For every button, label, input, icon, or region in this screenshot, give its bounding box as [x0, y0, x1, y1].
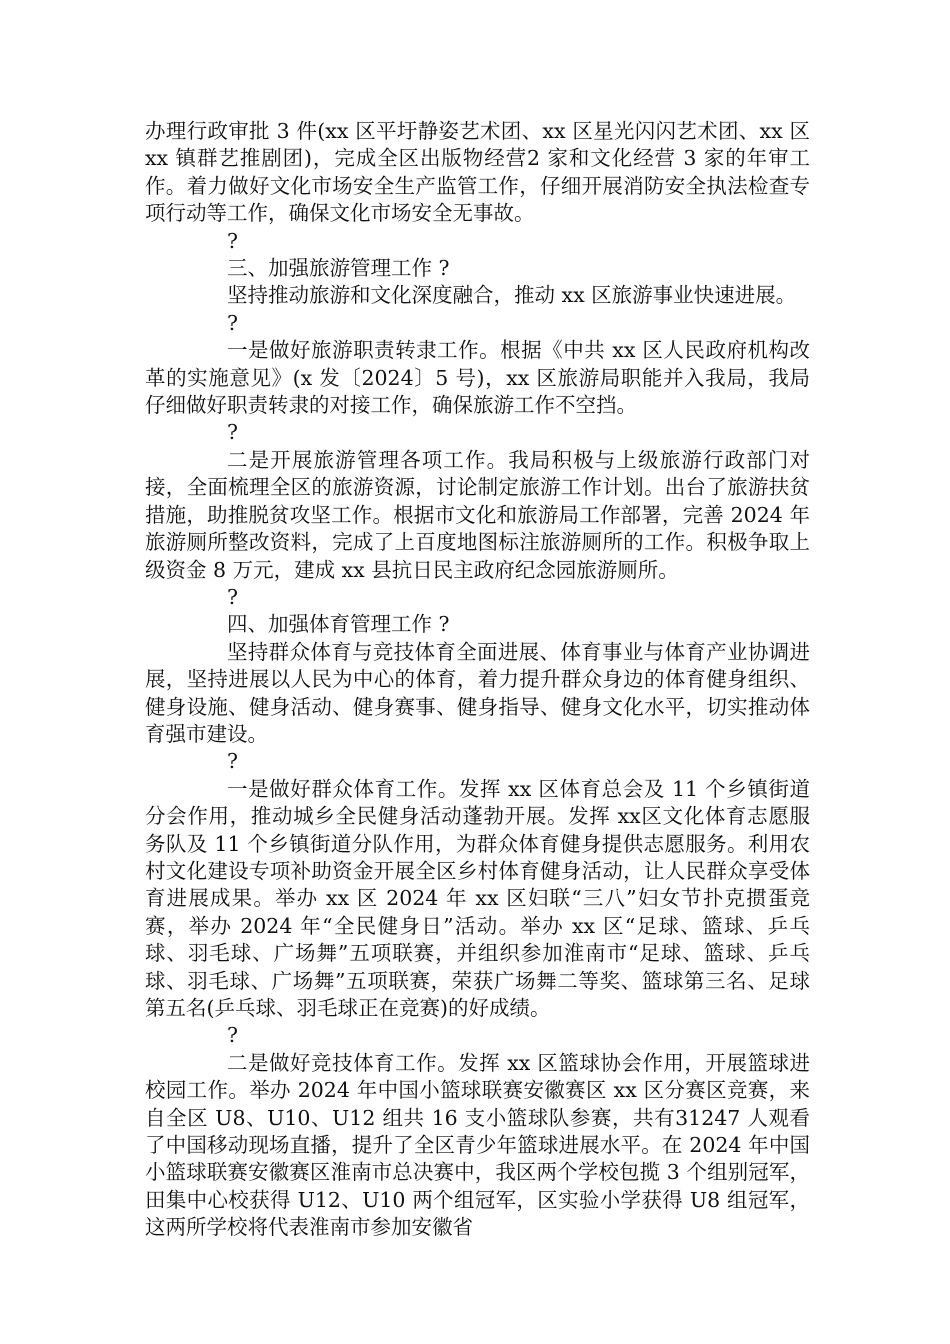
placeholder-mark: ? [227, 1023, 238, 1048]
placeholder-mark: ? [227, 310, 238, 335]
paragraph-sports-intro: 坚持群众体育与竞技体育全面进展、体育事业与体育产业协调进展，坚持进展以人民为中心的体育，着力提升群众身边的体育健身组织、健身设施、健身活动、健身赛事、健身指导、健身文化水平，切实推动体育强市建设。 [145, 639, 810, 746]
paragraph-competitive-sports: 二是做好竞技体育工作。发挥 xx 区篮球协会作用，开展篮球进校园工作。举办 2024 年中国小篮球联赛安徽赛区 xx 区分赛区竞赛，来自全区 U8、U10、U12 组共 16 支小篮球队参赛，共有31247 人观看了中国移动现场直播，提升了全区青少年篮球进展水平。在 2024 年中国小篮球联赛安徽赛区淮南市总决赛中，我区两个学校包揽 3 个组别冠军，田集中心校获得 U12、U10 两个组冠军，区实验小学获得 U8 组冠军，这两所学校将代表淮南市参加安徽省 [145, 1050, 810, 1240]
section-heading-tourism: 三、加强旅游管理工作 ? [227, 256, 450, 281]
placeholder-mark: ? [227, 749, 238, 774]
paragraph-tourism-transfer: 一是做好旅游职责转隶工作。根据《中共 xx 区人民政府机构改革的实施意见》(x 发〔2024〕5 号)，xx 区旅游局职能并入我局，我局仔细做好职责转隶的对接工作，确保旅游工作不空挡。 [145, 338, 810, 418]
placeholder-mark: ? [227, 584, 238, 609]
placeholder-mark: ? [227, 420, 238, 445]
paragraph-admin-approval: 办理行政审批 3 件(xx 区平圩静姿艺术团、xx 区星光闪闪艺术团、xx 区 xx 镇群艺推剧团)，完成全区出版物经营2 家和文化经营 3 家的年审工作。着力做好文化市场安全生产监管工作，仔细开展消防安全执法检查专项行动等工作，确保文化市场安全无事故。 [145, 119, 810, 226]
section-heading-sports: 四、加强体育管理工作 ? [227, 612, 450, 637]
paragraph-tourism-intro: 坚持推动旅游和文化深度融合，推动 xx 区旅游事业快速进展。 [227, 283, 797, 308]
paragraph-mass-sports: 一是做好群众体育工作。发挥 xx 区体育总会及 11 个乡镇街道分会作用，推动城乡全民健身活动蓬勃开展。发挥 xx区文化体育志愿服务队及 11 个乡镇街道分队作用，为群众体育健身提供志愿服务。利用农村文化建设专项补助资金开展全区乡村体育健身活动，让人民群众享受体育进展成果。举办 xx 区 2024 年 xx 区妇联“三八”妇女节扑克掼蛋竞赛，举办 2024 年“全民健身日”活动。举办 xx 区“足球、篮球、乒乓球、羽毛球、广场舞”五项联赛，并组织参加淮南市“足球、篮球、乒乓球、羽毛球、广场舞”五项联赛，荣获广场舞二等奖、篮球第三名、足球第五名(乒乓球、羽毛球正在竞赛)的好成绩。 [145, 776, 810, 1020]
document-page [145, 118, 810, 1242]
placeholder-mark: ? [227, 228, 238, 253]
paragraph-tourism-management: 二是开展旅游管理各项工作。我局积极与上级旅游行政部门对接，全面梳理全区的旅游资源，讨论制定旅游工作计划。出台了旅游扶贫措施，助推脱贫攻坚工作。根据市文化和旅游局工作部署，完善 2024 年旅游厕所整改资料，完成了上百度地图标注旅游厕所的工作。积极争取上级资金 8 万元，建成 xx 县抗日民主政府纪念园旅游厕所。 [145, 447, 810, 582]
